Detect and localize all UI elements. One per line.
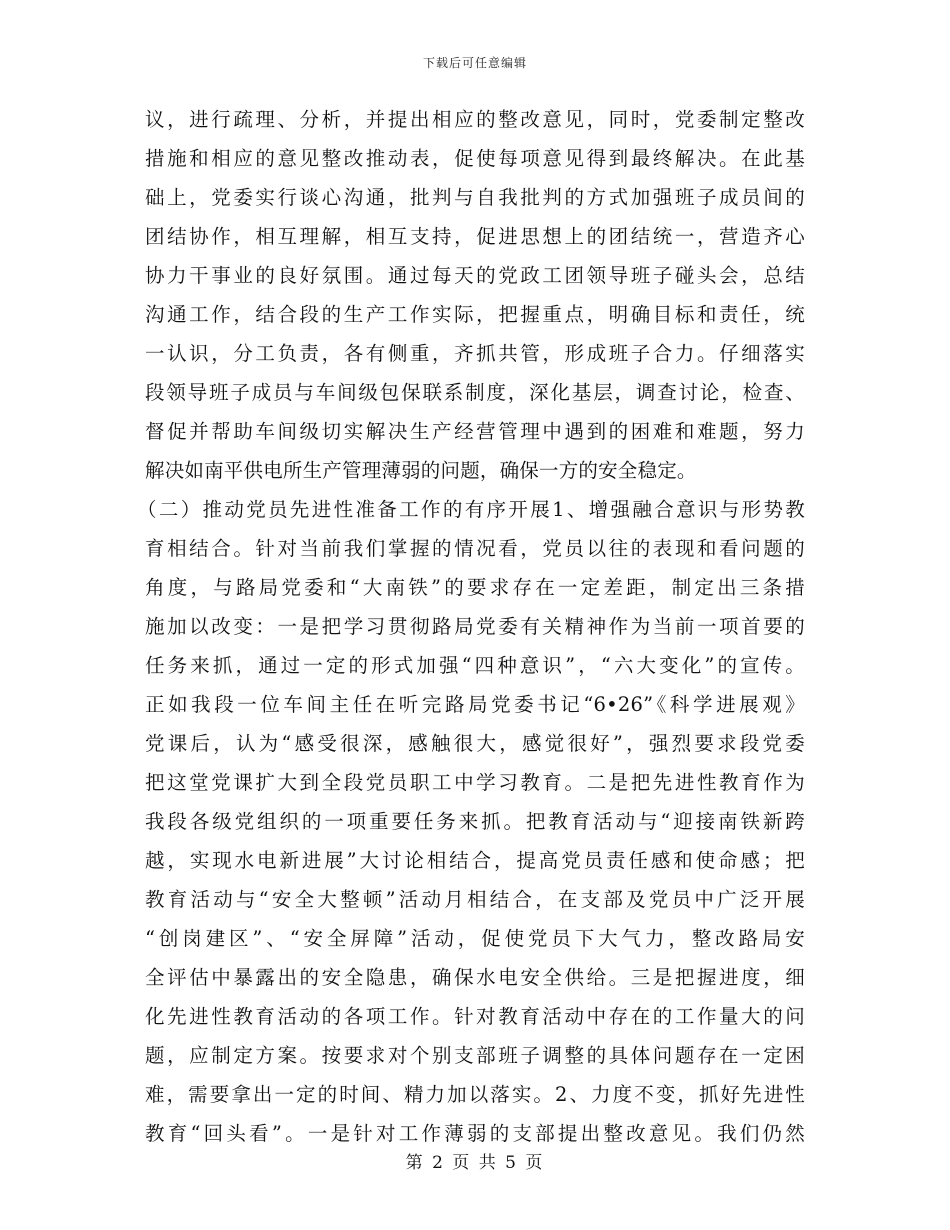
body-line: 党课后，认为“感受很深，感触很大，感觉很好”，强烈要求段党委 xyxy=(145,732,805,755)
body-line: 育相结合。针对当前我们掌握的情况看，党员以往的表现和看问题的 xyxy=(145,537,805,560)
body-line: 我段各级党组织的一项重要任务来抓。把教育活动与“迎接南铁新跨 xyxy=(145,810,805,833)
body-line: 化先进性教育活动的各项工作。针对教育活动中存在的工作量大的问 xyxy=(145,1005,805,1028)
body-line: 施加以改变：一是把学习贯彻路局党委有关精神作为当前一项首要的 xyxy=(145,615,805,638)
body-line: 团结协作，相互理解，相互支持，促进思想上的团结统一，营造齐心 xyxy=(145,225,805,248)
body-line: 教育活动与“安全大整顿”活动月相结合，在支部及党员中广泛开展 xyxy=(145,888,805,911)
body-line: 协力干事业的良好氛围。通过每天的党政工团领导班子碰头会，总结 xyxy=(145,264,805,287)
body-line: 一认识，分工负责，各有侧重，齐抓共管，形成班子合力。仔细落实 xyxy=(145,342,805,365)
page-footer: 第 2 页 共 5 页 xyxy=(405,1153,545,1173)
body-line: 任务来抓，通过一定的形式加强“四种意识”，“六大变化”的宣传。 xyxy=(145,654,805,677)
body-line: 沟通工作，结合段的生产工作实际，把握重点，明确目标和责任，统 xyxy=(145,303,805,326)
body-line: 解决如南平供电所生产管理薄弱的问题，确保一方的安全稳定。 xyxy=(145,459,697,482)
body-line: “创岗建区”、“安全屏障”活动，促使党员下大气力，整改路局安 xyxy=(145,927,805,950)
body-line: 措施和相应的意见整改推动表，促使每项意见得到最终解决。在此基 xyxy=(145,147,805,170)
body-line: 础上，党委实行谈心沟通，批判与自我批判的方式加强班子成员间的 xyxy=(145,186,805,209)
document-body xyxy=(137,100,805,1153)
body-line: 议，进行疏理、分析，并提出相应的整改意见，同时，党委制定整改 xyxy=(145,108,805,131)
body-line: 段领导班子成员与车间级包保联系制度，深化基层，调查讨论，检查、 xyxy=(145,381,805,404)
body-line: 全评估中暴露出的安全隐患，确保水电安全供给。三是把握进度，细 xyxy=(145,966,805,989)
body-line: 教育“回头看”。一是针对工作薄弱的支部提出整改意见。我们仍然 xyxy=(145,1122,805,1145)
body-line: 把这堂党课扩大到全段党员职工中学习教育。二是把先进性教育作为 xyxy=(145,771,805,794)
body-line: 正如我段一位车间主任在听完路局党委书记“6•26”《科学进展观》 xyxy=(145,693,805,716)
body-line: 督促并帮助车间级切实解决生产经营管理中遇到的困难和难题，努力 xyxy=(145,420,805,443)
section-heading-line: （二）推动党员先进性准备工作的有序开展1、增强融合意识与形势教 xyxy=(137,498,805,521)
body-line: 越，实现水电新进展”大讨论相结合，提高党员责任感和使命感；把 xyxy=(145,849,805,872)
body-line: 角度，与路局党委和“大南铁”的要求存在一定差距，制定出三条措 xyxy=(145,576,805,599)
body-line: 题，应制定方案。按要求对个别支部班子调整的具体问题存在一定困 xyxy=(145,1044,805,1067)
body-line: 难，需要拿出一定的时间、精力加以落实。2、力度不变，抓好先进性 xyxy=(145,1083,805,1106)
page-header: 下载后可任意编辑 xyxy=(422,56,527,70)
